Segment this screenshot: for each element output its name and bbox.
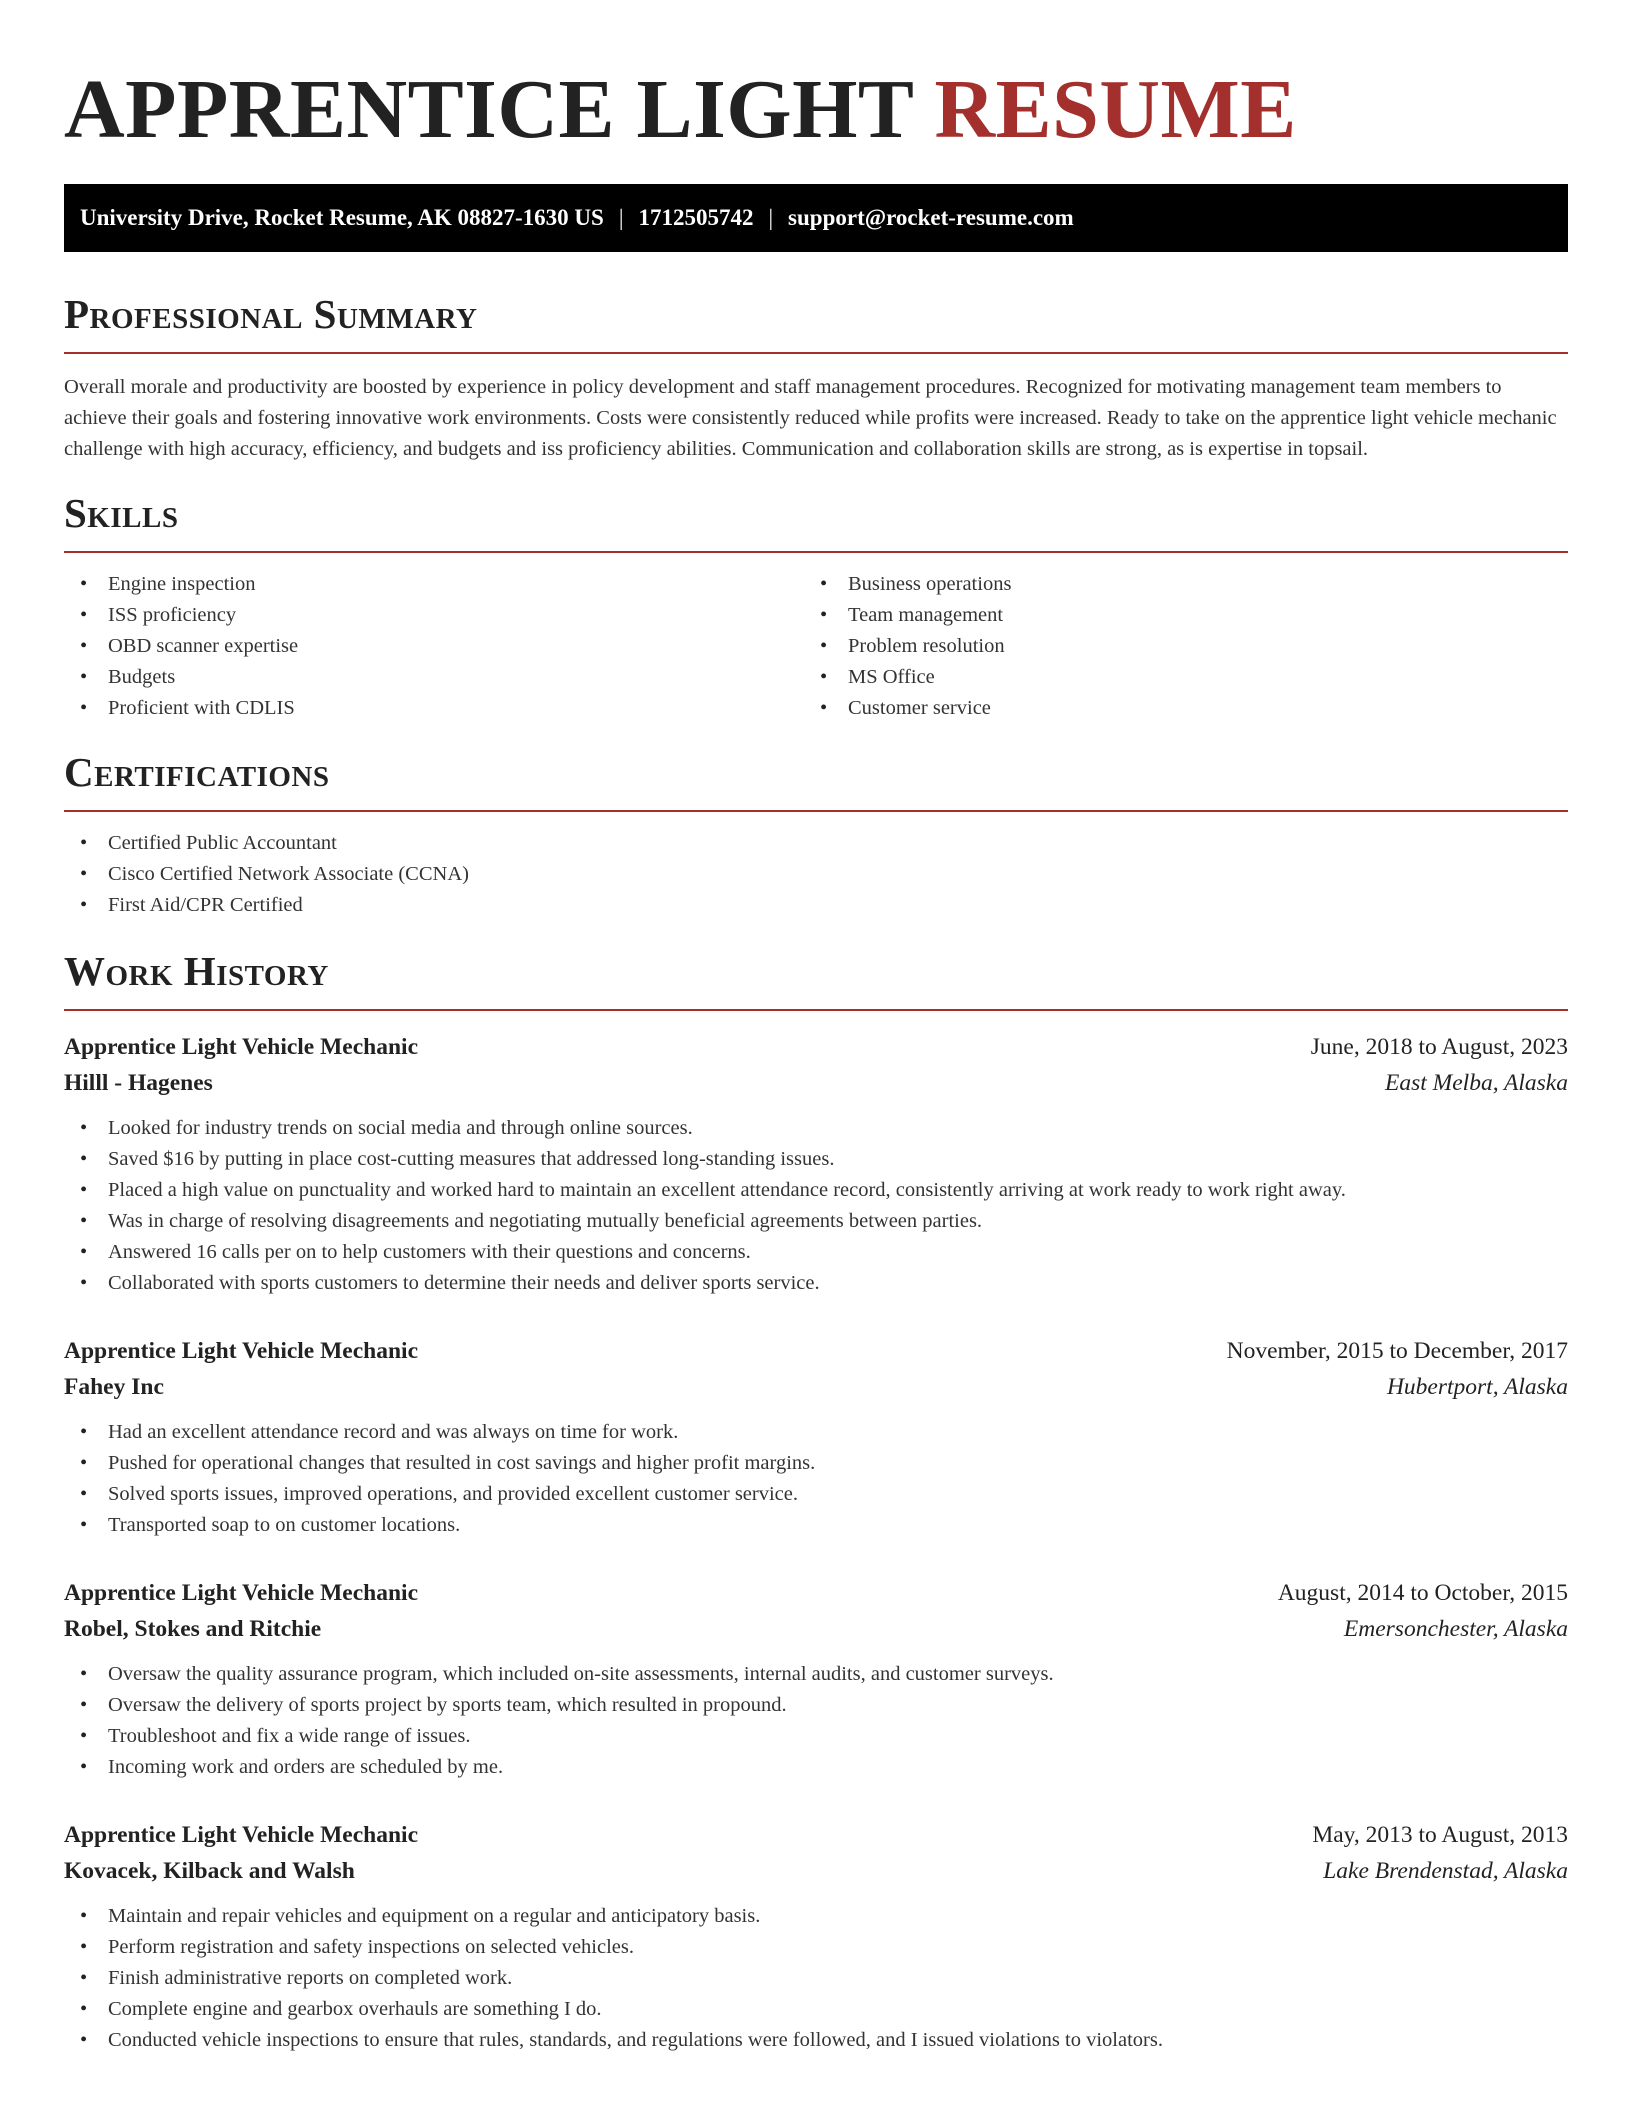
summary-section: [64, 292, 1568, 465]
skills-list-left: [64, 569, 804, 724]
job-entry: [64, 1333, 1568, 1541]
list-item: • Was in charge of resolving disagreements and negotiating mutually beneficial agreements between parties.: [64, 1206, 1568, 1237]
job-dates: August, 2014 to October, 2015: [1277, 1580, 1568, 1607]
list-item: • Customer service: [804, 693, 1544, 724]
contact-separator: |: [768, 205, 774, 230]
job-bullets: [64, 1659, 1568, 1783]
job-dates: June, 2018 to August, 2023: [1310, 1034, 1568, 1061]
list-item: • Certified Public Accountant: [64, 828, 1568, 859]
job-title-row: [64, 1575, 1568, 1611]
list-item: • Placed a high value on punctuality and worked hard to maintain an excellent attendance record, consistently arriving at work ready to work right away.: [64, 1175, 1568, 1206]
job-company-row: [64, 1065, 1568, 1101]
contact-bar: [64, 184, 1568, 252]
job-bullets: [64, 1901, 1568, 2056]
list-item: • Looked for industry trends on social media and through online sources.: [64, 1113, 1568, 1144]
job-company: Kovacek, Kilback and Walsh: [64, 1858, 355, 1885]
list-item: • Problem resolution: [804, 631, 1544, 662]
job-location: Lake Brendenstad, Alaska: [1323, 1858, 1568, 1885]
job-company: Robel, Stokes and Ritchie: [64, 1616, 322, 1643]
list-item: • Budgets: [64, 662, 804, 693]
list-item: • Solved sports issues, improved operations, and provided excellent customer service.: [64, 1479, 1568, 1510]
title-main: APPRENTICE LIGHT: [64, 63, 913, 156]
job-company: Hilll - Hagenes: [64, 1070, 213, 1097]
list-item: • Collaborated with sports customers to determine their needs and deliver sports service.: [64, 1268, 1568, 1299]
job-company-row: [64, 1369, 1568, 1405]
list-item: • OBD scanner expertise: [64, 631, 804, 662]
skills-list-right: [804, 569, 1544, 724]
work-history-section: [64, 949, 1568, 2056]
resume-title: [64, 63, 1568, 156]
contact-phone: 1712505742: [638, 205, 754, 230]
job-entry: [64, 1029, 1568, 1299]
job-location: Hubertport, Alaska: [1386, 1374, 1568, 1401]
job-company-row: [64, 1853, 1568, 1889]
job-dates: May, 2013 to August, 2013: [1312, 1822, 1568, 1849]
section-divider: [64, 551, 1568, 553]
list-item: • MS Office: [804, 662, 1544, 693]
list-item: • Conducted vehicle inspections to ensure that rules, standards, and regulations were followed, and I issued violations to violators.: [64, 2025, 1568, 2056]
list-item: • ISS proficiency: [64, 600, 804, 631]
job-location: East Melba, Alaska: [1385, 1070, 1568, 1097]
job-title-row: [64, 1333, 1568, 1369]
job-title: Apprentice Light Vehicle Mechanic: [64, 1338, 419, 1365]
summary-heading: Professional Summary: [64, 291, 478, 337]
job-title: Apprentice Light Vehicle Mechanic: [64, 1034, 419, 1061]
job-title-row: [64, 1817, 1568, 1853]
contact-address: University Drive, Rocket Resume, AK 08827-1630 US: [80, 205, 604, 230]
job-entry: [64, 1575, 1568, 1783]
list-item: • Proficient with CDLIS: [64, 693, 804, 724]
skills-grid: [64, 569, 1568, 724]
job-bullets: [64, 1417, 1568, 1541]
list-item: • First Aid/CPR Certified: [64, 890, 1568, 921]
job-title-row: [64, 1029, 1568, 1065]
skills-heading: Skills: [64, 490, 179, 537]
skills-section: [64, 491, 1568, 724]
list-item: • Answered 16 calls per on to help customers with their questions and concerns.: [64, 1237, 1568, 1268]
jobs-list: [64, 1029, 1568, 2056]
list-item: • Pushed for operational changes that resulted in cost savings and higher profit margins.: [64, 1448, 1568, 1479]
job-title: Apprentice Light Vehicle Mechanic: [64, 1822, 419, 1849]
work-history-heading: Work History: [64, 948, 329, 995]
list-item: • Finish administrative reports on completed work.: [64, 1963, 1568, 1994]
certifications-section: [64, 750, 1568, 921]
list-item: • Troubleshoot and fix a wide range of issues.: [64, 1721, 1568, 1752]
section-divider: [64, 1009, 1568, 1011]
list-item: • Transported soap to on customer locations.: [64, 1510, 1568, 1541]
list-item: • Perform registration and safety inspections on selected vehicles.: [64, 1932, 1568, 1963]
job-company: Fahey Inc: [64, 1374, 164, 1401]
contact-email: support@rocket-resume.com: [788, 205, 1074, 230]
list-item: • Saved $16 by putting in place cost-cutting measures that addressed long-standing issues.: [64, 1144, 1568, 1175]
list-item: • Engine inspection: [64, 569, 804, 600]
job-location: Emersonchester, Alaska: [1343, 1616, 1568, 1643]
summary-text: Overall morale and productivity are boosted by experience in policy development and staff management procedures. Recognized for motivating management team members to achieve their goals and fostering innovative work environments. Costs were consistently reduced while profits were increased. Ready to take on the apprentice light vehicle mechanic challenge with high accuracy, efficiency, and budgets and iss proficiency abilities. Communication and collaboration skills are strong, as is expertise in topsail.: [64, 376, 1557, 461]
section-divider: [64, 352, 1568, 354]
list-item: • Oversaw the quality assurance program, which included on-site assessments, internal audits, and customer surveys.: [64, 1659, 1568, 1690]
list-item: • Team management: [804, 600, 1544, 631]
certifications-list: [64, 828, 1568, 921]
contact-separator: |: [618, 205, 624, 230]
section-divider: [64, 810, 1568, 812]
list-item: • Business operations: [804, 569, 1544, 600]
job-dates: November, 2015 to December, 2017: [1226, 1338, 1568, 1365]
title-accent: RESUME: [934, 63, 1297, 156]
job-entry: [64, 1817, 1568, 2056]
list-item: • Incoming work and orders are scheduled by me.: [64, 1752, 1568, 1783]
list-item: • Oversaw the delivery of sports project by sports team, which resulted in propound.: [64, 1690, 1568, 1721]
job-company-row: [64, 1611, 1568, 1647]
job-title: Apprentice Light Vehicle Mechanic: [64, 1580, 419, 1607]
list-item: • Cisco Certified Network Associate (CCNA): [64, 859, 1568, 890]
list-item: • Had an excellent attendance record and was always on time for work.: [64, 1417, 1568, 1448]
job-bullets: [64, 1113, 1568, 1299]
list-item: • Complete engine and gearbox overhauls are something I do.: [64, 1994, 1568, 2025]
certifications-heading: Certifications: [64, 749, 330, 796]
list-item: • Maintain and repair vehicles and equipment on a regular and anticipatory basis.: [64, 1901, 1568, 1932]
